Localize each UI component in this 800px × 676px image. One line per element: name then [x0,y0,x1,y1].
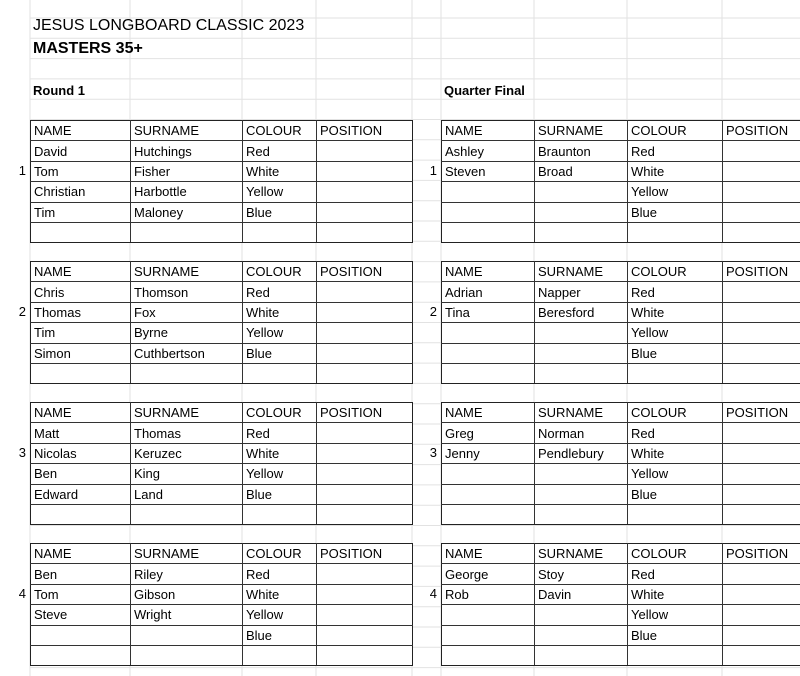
column-header-colour[interactable]: COLOUR [628,262,723,282]
table-row [442,605,800,625]
heat-number: 4 [429,585,437,601]
table-row [31,363,413,383]
colour-cell[interactable]: White [628,584,723,604]
surname-cell[interactable]: Napper [535,282,628,302]
name-cell[interactable]: Chris [31,282,131,302]
colour-cell[interactable] [628,222,723,242]
colour-cell[interactable]: Red [628,141,723,161]
colour-cell[interactable]: Red [628,282,723,302]
column-header-surname[interactable]: SURNAME [131,403,243,423]
position-cell[interactable] [317,443,413,463]
table-row [442,343,800,363]
colour-cell[interactable]: White [628,443,723,463]
table-row [31,464,413,484]
heat-header-row [442,403,800,423]
colour-cell[interactable]: White [243,161,317,181]
table-row [31,423,413,443]
position-cell[interactable] [317,182,413,202]
surname-cell[interactable] [131,222,243,242]
name-cell[interactable] [31,645,131,665]
column-header-name[interactable]: NAME [442,262,535,282]
colour-cell[interactable] [628,363,723,383]
position-cell[interactable] [723,182,800,202]
name-cell[interactable]: Rob [442,584,535,604]
table-row [442,202,800,222]
position-cell[interactable] [723,484,800,504]
name-cell[interactable] [442,484,535,504]
colour-cell[interactable]: Red [243,282,317,302]
column-header-position[interactable]: POSITION [317,262,413,282]
colour-cell[interactable]: Blue [243,343,317,363]
table-row [31,202,413,222]
heat-header-row [31,544,413,564]
surname-cell[interactable] [535,222,628,242]
position-cell[interactable] [723,343,800,363]
colour-cell[interactable]: Blue [628,484,723,504]
table-row [31,182,413,202]
table-row [442,464,800,484]
colour-cell[interactable] [243,363,317,383]
column-header-name[interactable]: NAME [31,121,131,141]
heat-table-quarter-final-4 [441,543,800,666]
surname-cell[interactable]: Cuthbertson [131,343,243,363]
column-header-name[interactable]: NAME [31,403,131,423]
column-header-colour[interactable]: COLOUR [628,121,723,141]
name-cell[interactable]: Tina [442,302,535,322]
colour-cell[interactable]: Yellow [628,323,723,343]
column-header-surname[interactable]: SURNAME [131,121,243,141]
column-header-position[interactable]: POSITION [723,262,800,282]
position-cell[interactable] [317,161,413,181]
table-row [442,141,800,161]
position-cell[interactable] [723,605,800,625]
surname-cell[interactable]: Hutchings [131,141,243,161]
round-title-round-1: Round 1 [33,83,85,98]
table-row [31,584,413,604]
surname-cell[interactable]: Broad [535,161,628,181]
heat-number: 1 [18,162,26,178]
position-cell[interactable] [723,161,800,181]
heat-header-row [442,262,800,282]
round-title-quarter-final: Quarter Final [444,83,525,98]
position-cell[interactable] [723,282,800,302]
colour-cell[interactable] [628,645,723,665]
surname-cell[interactable] [535,645,628,665]
heat-table-quarter-final-2 [441,261,800,384]
colour-cell[interactable]: White [243,302,317,322]
position-cell[interactable] [723,625,800,645]
name-cell[interactable] [442,222,535,242]
column-header-surname[interactable]: SURNAME [535,403,628,423]
colour-cell[interactable]: Red [243,141,317,161]
column-header-colour[interactable]: COLOUR [243,544,317,564]
surname-cell[interactable] [535,504,628,524]
colour-cell[interactable]: Blue [628,202,723,222]
position-cell[interactable] [317,302,413,322]
heat-table-round-1-3 [30,402,413,525]
table-row [31,605,413,625]
column-header-name[interactable]: NAME [442,403,535,423]
colour-cell[interactable]: Yellow [628,182,723,202]
colour-cell[interactable]: Blue [243,625,317,645]
name-cell[interactable]: Tim [31,323,131,343]
surname-cell[interactable] [131,363,243,383]
position-cell[interactable] [317,645,413,665]
surname-cell[interactable] [535,625,628,645]
position-cell[interactable] [723,323,800,343]
table-row [31,222,413,242]
name-cell[interactable]: Christian [31,182,131,202]
colour-cell[interactable]: Red [243,423,317,443]
name-cell[interactable] [31,222,131,242]
surname-cell[interactable]: Stoy [535,564,628,584]
table-row [442,443,800,463]
column-header-surname[interactable]: SURNAME [131,262,243,282]
name-cell[interactable] [442,343,535,363]
surname-cell[interactable] [535,605,628,625]
table-row [442,625,800,645]
colour-cell[interactable]: Yellow [243,323,317,343]
column-header-name[interactable]: NAME [442,121,535,141]
position-cell[interactable] [317,282,413,302]
table-row [31,504,413,524]
name-cell[interactable]: Matt [31,423,131,443]
position-cell[interactable] [317,564,413,584]
column-header-surname[interactable]: SURNAME [535,544,628,564]
heat-header-row [442,121,800,141]
column-header-colour[interactable]: COLOUR [628,403,723,423]
column-header-colour[interactable]: COLOUR [243,403,317,423]
name-cell[interactable] [442,363,535,383]
surname-cell[interactable]: Fox [131,302,243,322]
surname-cell[interactable]: Norman [535,423,628,443]
surname-cell[interactable] [535,202,628,222]
position-cell[interactable] [317,222,413,242]
heat-number: 3 [18,444,26,460]
surname-cell[interactable] [535,323,628,343]
name-cell[interactable]: Tom [31,584,131,604]
surname-cell[interactable]: Gibson [131,584,243,604]
name-cell[interactable]: Steven [442,161,535,181]
colour-cell[interactable] [243,222,317,242]
surname-cell[interactable]: Thomas [131,423,243,443]
position-cell[interactable] [723,141,800,161]
surname-cell[interactable]: Davin [535,584,628,604]
name-cell[interactable]: Thomas [31,302,131,322]
surname-cell[interactable] [535,182,628,202]
column-header-position[interactable]: POSITION [317,544,413,564]
column-header-surname[interactable]: SURNAME [131,544,243,564]
column-header-name[interactable]: NAME [31,544,131,564]
name-cell[interactable]: Ashley [442,141,535,161]
surname-cell[interactable]: Fisher [131,161,243,181]
table-row [31,645,413,665]
name-cell[interactable] [442,202,535,222]
name-cell[interactable]: Ben [31,564,131,584]
surname-cell[interactable] [535,464,628,484]
column-header-position[interactable]: POSITION [723,403,800,423]
position-cell[interactable] [317,363,413,383]
column-header-surname[interactable]: SURNAME [535,121,628,141]
name-cell[interactable] [31,504,131,524]
position-cell[interactable] [317,323,413,343]
heat-number: 2 [18,303,26,319]
position-cell[interactable] [723,222,800,242]
name-cell[interactable]: Nicolas [31,443,131,463]
surname-cell[interactable]: Pendlebury [535,443,628,463]
name-cell[interactable] [442,605,535,625]
heat-header-row [31,403,413,423]
table-row [442,222,800,242]
column-header-name[interactable]: NAME [31,262,131,282]
colour-cell[interactable]: Blue [628,343,723,363]
surname-cell[interactable]: Thomson [131,282,243,302]
surname-cell[interactable] [131,645,243,665]
position-cell[interactable] [317,625,413,645]
name-cell[interactable]: Tom [31,161,131,181]
colour-cell[interactable]: White [243,443,317,463]
heat-number: 4 [18,585,26,601]
colour-cell[interactable]: Red [628,423,723,443]
colour-cell[interactable]: White [243,584,317,604]
surname-cell[interactable] [131,625,243,645]
colour-cell[interactable]: Yellow [628,464,723,484]
column-header-colour[interactable]: COLOUR [243,121,317,141]
surname-cell[interactable]: Harbottle [131,182,243,202]
surname-cell[interactable]: Wright [131,605,243,625]
table-row [31,443,413,463]
heat-table-round-1-1 [30,120,413,243]
position-cell[interactable] [317,343,413,363]
colour-cell[interactable]: Yellow [243,464,317,484]
colour-cell[interactable]: Blue [243,202,317,222]
colour-cell[interactable] [243,504,317,524]
position-cell[interactable] [723,584,800,604]
heat-table-round-1-2 [30,261,413,384]
colour-cell[interactable]: Yellow [628,605,723,625]
name-cell[interactable] [442,182,535,202]
heat-table-quarter-final-1 [441,120,800,243]
colour-cell[interactable]: Yellow [243,605,317,625]
position-cell[interactable] [317,141,413,161]
column-header-colour[interactable]: COLOUR [243,262,317,282]
sheet-title: JESUS LONGBOARD CLASSIC 2023 [33,17,305,34]
table-row [31,302,413,322]
column-header-name[interactable]: NAME [442,544,535,564]
table-row [31,564,413,584]
position-cell[interactable] [317,584,413,604]
table-row [31,323,413,343]
table-row [442,161,800,181]
surname-cell[interactable]: Maloney [131,202,243,222]
position-cell[interactable] [317,504,413,524]
surname-cell[interactable] [131,504,243,524]
table-row [442,564,800,584]
name-cell[interactable] [442,504,535,524]
position-cell[interactable] [723,464,800,484]
table-row [31,484,413,504]
table-row [442,484,800,504]
name-cell[interactable]: Ben [31,464,131,484]
position-cell[interactable] [317,202,413,222]
colour-cell[interactable] [628,504,723,524]
table-row [31,141,413,161]
name-cell[interactable]: Simon [31,343,131,363]
surname-cell[interactable]: King [131,464,243,484]
colour-cell[interactable]: Blue [628,625,723,645]
table-row [442,302,800,322]
table-row [442,423,800,443]
table-row [442,182,800,202]
name-cell[interactable]: Jenny [442,443,535,463]
colour-cell[interactable]: Blue [243,484,317,504]
position-cell[interactable] [723,302,800,322]
surname-cell[interactable]: Braunton [535,141,628,161]
position-cell[interactable] [723,423,800,443]
name-cell[interactable]: Greg [442,423,535,443]
surname-cell[interactable]: Beresford [535,302,628,322]
table-row [442,363,800,383]
name-cell[interactable] [442,625,535,645]
surname-cell[interactable]: Keruzec [131,443,243,463]
table-row [442,282,800,302]
position-cell[interactable] [317,423,413,443]
heat-table-quarter-final-3 [441,402,800,525]
name-cell[interactable]: George [442,564,535,584]
table-row [31,343,413,363]
colour-cell[interactable]: Yellow [243,182,317,202]
sheet-subtitle: MASTERS 35+ [33,40,143,57]
name-cell[interactable]: Steve [31,605,131,625]
colour-cell[interactable]: White [628,302,723,322]
column-header-position[interactable]: POSITION [723,121,800,141]
column-header-position[interactable]: POSITION [317,121,413,141]
table-row [442,584,800,604]
name-cell[interactable]: David [31,141,131,161]
table-row [442,645,800,665]
table-row [442,323,800,343]
surname-cell[interactable] [535,484,628,504]
name-cell[interactable]: Adrian [442,282,535,302]
surname-cell[interactable] [535,343,628,363]
heat-table-round-1-4 [30,543,413,666]
position-cell[interactable] [723,202,800,222]
position-cell[interactable] [317,464,413,484]
heat-number: 3 [429,444,437,460]
column-header-surname[interactable]: SURNAME [535,262,628,282]
name-cell[interactable] [442,323,535,343]
name-cell[interactable] [442,464,535,484]
name-cell[interactable] [442,645,535,665]
surname-cell[interactable]: Byrne [131,323,243,343]
heat-header-row [31,262,413,282]
colour-cell[interactable] [243,645,317,665]
position-cell[interactable] [723,564,800,584]
surname-cell[interactable]: Riley [131,564,243,584]
position-cell[interactable] [723,363,800,383]
name-cell[interactable]: Tim [31,202,131,222]
surname-cell[interactable]: Land [131,484,243,504]
column-header-position[interactable]: POSITION [723,544,800,564]
heat-number: 1 [429,162,437,178]
colour-cell[interactable]: Red [243,564,317,584]
column-header-colour[interactable]: COLOUR [628,544,723,564]
column-header-position[interactable]: POSITION [317,403,413,423]
position-cell[interactable] [317,605,413,625]
surname-cell[interactable] [535,363,628,383]
colour-cell[interactable]: White [628,161,723,181]
position-cell[interactable] [723,443,800,463]
position-cell[interactable] [317,484,413,504]
name-cell[interactable]: Edward [31,484,131,504]
heat-number: 2 [429,303,437,319]
name-cell[interactable] [31,625,131,645]
position-cell[interactable] [723,504,800,524]
table-row [31,282,413,302]
colour-cell[interactable]: Red [628,564,723,584]
table-row [31,161,413,181]
heat-header-row [31,121,413,141]
heat-header-row [442,544,800,564]
table-row [442,504,800,524]
name-cell[interactable] [31,363,131,383]
position-cell[interactable] [723,645,800,665]
table-row [31,625,413,645]
